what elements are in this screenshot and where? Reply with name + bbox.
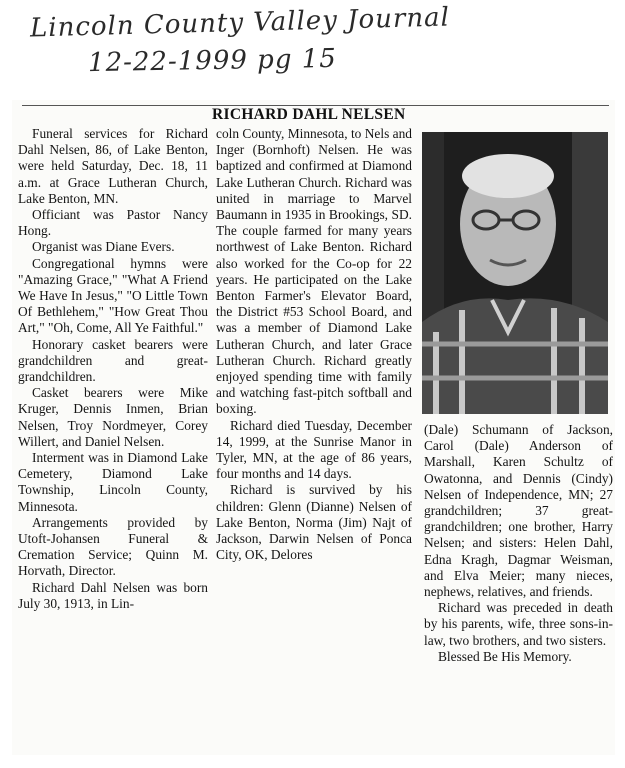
column-1 xyxy=(18,126,208,612)
newspaper-clipping xyxy=(12,100,615,755)
paragraph: Richard is survived by his children: Glenn (Dianne) Nelsen of Lake Benton, Norma (Jim) Najt of Jackson, Darwin Nelsen of Ponca City, OK, Delores xyxy=(216,482,412,563)
portrait-photo xyxy=(422,132,608,414)
paragraph: Arrangements provided by Utoft-Johansen Funeral & Cremation Service; Quinn M. Horvath, Director. xyxy=(18,514,208,579)
paragraph: Honorary casket bearers were grandchildren and great-grandchildren. xyxy=(18,336,208,385)
handwritten-date-page-note: 12-22-1999 pg 15 xyxy=(87,43,338,79)
handwritten-source-note: Lincoln County Valley Journal xyxy=(29,2,451,44)
paragraph: Richard died Tuesday, December 14, 1999, at the Sunrise Manor in Tyler, MN, at the age of 86 years, four months and 14 days. xyxy=(216,417,412,482)
paragraph: coln County, Minnesota, to Nels and Inger (Bornhoft) Nelsen. He was baptized and confirmed at Diamond Lake Lutheran Church. Richard was united in marriage to Marvel Baumann in 1935 in Brookings, SD. The couple farmed for many years northwest of Lake Benton. Richard also worked for the Co-op for 22 years. He participated on the Lake Benton Farmer's Elevator Board, the District #53 School Board, and was a member of Diamond Lake Lutheran Church, and later Grace Lutheran Church. Richard greatly enjoyed spending time with family and watching fast-pitch softball and boxing. xyxy=(216,126,412,417)
paragraph: Richard Dahl Nelsen was born July 30, 1913, in Lin- xyxy=(18,579,208,611)
paragraph: Richard was preceded in death by his parents, wife, three sons-in-law, two brothers, and two sisters. xyxy=(424,600,613,648)
obituary-title: RICHARD DAHL NELSEN xyxy=(212,106,406,123)
paragraph: Congregational hymns were "Amazing Grace," "What A Friend We Have In Jesus," "O Little Town Of Bethlehem," "How Great Thou Art," "Oh, Come, All Ye Faithful." xyxy=(18,255,208,336)
paragraph: Officiant was Pastor Nancy Hong. xyxy=(18,207,208,239)
paragraph: Blessed Be His Memory. xyxy=(438,648,572,664)
column-2 xyxy=(216,126,412,563)
paragraph: Organist was Diane Evers. xyxy=(32,239,175,255)
paragraph: Interment was in Diamond Lake Cemetery, Diamond Lake Township, Lincoln County, Minnesota. xyxy=(18,450,208,514)
column-3 xyxy=(424,422,613,665)
paragraph: Funeral services for Richard Dahl Nelsen, 86, of Lake Benton, were held Saturday, Dec. 18, 11 a.m. at Grace Lutheran Church, Lake Benton, MN. xyxy=(18,126,208,206)
paragraph: Casket bearers were Mike Kruger, Dennis Inmen, Brian Nelsen, Troy Nordmeyer, Corey Willert, and Daniel Nelsen. xyxy=(18,385,208,449)
paragraph: (Dale) Schumann of Jackson, Carol (Dale) Anderson of Marshall, Karen Schultz of Owatonna, and Dennis (Cindy) Nelsen of Independence, MN; 27 grandchildren; 37 great-grandchildren; one brother, Harry Nelsen; and sisters: Helen Dahl, Edna Kragh, Dagmar Weisman, and Elva Meier; many nieces, nephews, relatives, and friends. xyxy=(424,422,613,600)
